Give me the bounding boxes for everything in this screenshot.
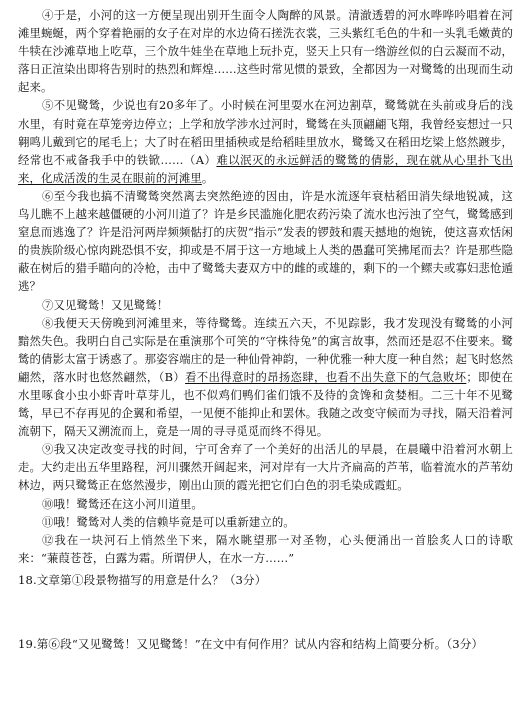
paragraph-5-text: ⑤不见鹭鸶，少说也有20多年了。小时候在河里耍水在河边割草，鹭鸶就在头前或身后的浅水里，有时竟在草笼旁边停立；上学和放学涉水过河时，鹭鸶在头顶翩翩飞翔，我曾经妄想过一只翱鸣儿戴到它的尾毛上；大了时在稻田里插秧或是给稻眭里放水，鹭鸶又在稻田圪梁上悠然踱步，经常也不戒备我手中的铁锨……（A）	[18, 98, 513, 167]
underlined-sentence-a: 难以泯灭的永远鲜活的鹭鸶的倩影，现在就从心里扑飞出来，化成活泼的生灵在眼前的河滩里	[18, 152, 513, 185]
paragraph-8	[18, 314, 513, 441]
paragraph-11: ⑪哦！鹭鸶对人类的信赖毕竟是可以重新建立的。	[42, 514, 295, 529]
paragraph-12: ⑫我在一块河石上悄然坐下来，隔水眺望那一对圣物，心头便涌出一首脍炙人口的诗歌来：“蒹葭苍苍，白露为霜。所谓伊人，在水一方……”	[18, 532, 513, 565]
paragraph-7: ⑦又见鹭鸶！又见鹭鸶！	[42, 297, 169, 312]
paragraph-10: ⑩哦！鹭鸶还在这小河川道里。	[42, 496, 203, 511]
paragraph-5	[18, 96, 513, 186]
paragraph-5-end: 。	[201, 170, 214, 185]
paragraph-8-end: ；即使在水里啄食小虫小虾青叶草芽儿，也不似鸡们鸭们雀们饿不及待的贪馋和贪婪相。二三十年不见鹭鸶，早已不存再见的企翼和希望，一见便不能抑止和罢休。我随之改变守候而为寻找，隔天沿着河流朝下，隔天又溯流而上，竟是一周的寻寻觅觅而终不得见。	[18, 369, 514, 439]
question-19: 19.第⑥段“又见鹭鸶！又见鹭鸶！”在文中有何作用？试从内容和结构上简要分析。（3分）	[18, 636, 484, 651]
paragraph-4: ④于是，小河的这一方便呈现出别开生面令人陶醉的风景。清澈透碧的河水哗哗吟唱着在河滩里蜿蜒，两个穿着艳丽的女子在对岸的水边倚石搓洗衣裳，三头紫红毛色的牛和一头乳毛嫩黄的牛犊在沙滩草地上吃草，三个放牛娃坐在草地上玩扑克，竖天上只有一绺游丝似的白云凝而不动，落日正渲染出即将告别时的热烈和辉煌……这些时常见惯的景致，全都因为一对鹭鸶的出现而生动起来。	[18, 8, 513, 95]
question-18: 18.文章第①段景物描写的用意是什么？（3分）	[18, 572, 267, 587]
paragraph-6: ⑥至今我也搞不清鹭鸶突然离去突然绝迹的因由，许是水流逐年衰枯稻田消失绿地锐减，这鸟儿瞧不上越来越僵硬的小河川道了？许是乡民滥施化肥农药污染了流水也污浊了空气，鹭鸶感到窒息而逃逸了？许是沿河两岸频频骷打的庆贺“指示”发表的锣鼓和震天撼地的炮铳，使这喜欢恬闲的贵族阶级心惊肉跳恐惧不安，抑或是不屑于这一方地域上人类的愚蠢可笑拂尾而去？许是那些隐蔽在树后的猎手瞄向的冷枪，击中了鹭鸶夫妻双方中的雌的或雄的，剩下的一个鳏夫或寡妇悲怆遁逃？	[18, 188, 513, 294]
paragraph-9: ⑨我又决定改变寻找的时间，宁可舍弃了一个美好的出活儿的早晨，在晨曦中沿着河水朝上走。大约走出五华里路程，河川骤然开阔起来，河对岸有一大片齐扁高的芦苇，临着流水的芦苇幼林边，两只鹭鸶正在悠然漫步，刚出山顶的霞光把它们白色的羽毛染成霞虹。	[18, 442, 513, 493]
paragraph-8-text: ⑧我便天天傍晚到河滩里来，等待鹭鸶。连续五六天，不见踪影，我才发现没有鹭鸶的小河黯然失色。我明白自己实际是在重演那个可笑的“守株待兔”的寓言故事，然而还是忍不住要来。鹭鸶的倩影太富于诱惑了。那姿容端庄的是一种仙骨神韵，一种优雅一种大度一种自然；起飞时悠然翩然，落水时也悠然翩然，（B）	[18, 315, 513, 384]
underlined-sentence-b: 看不出得意时的昂扬恣肆，也看不出失意下的气急败坏	[185, 369, 467, 384]
